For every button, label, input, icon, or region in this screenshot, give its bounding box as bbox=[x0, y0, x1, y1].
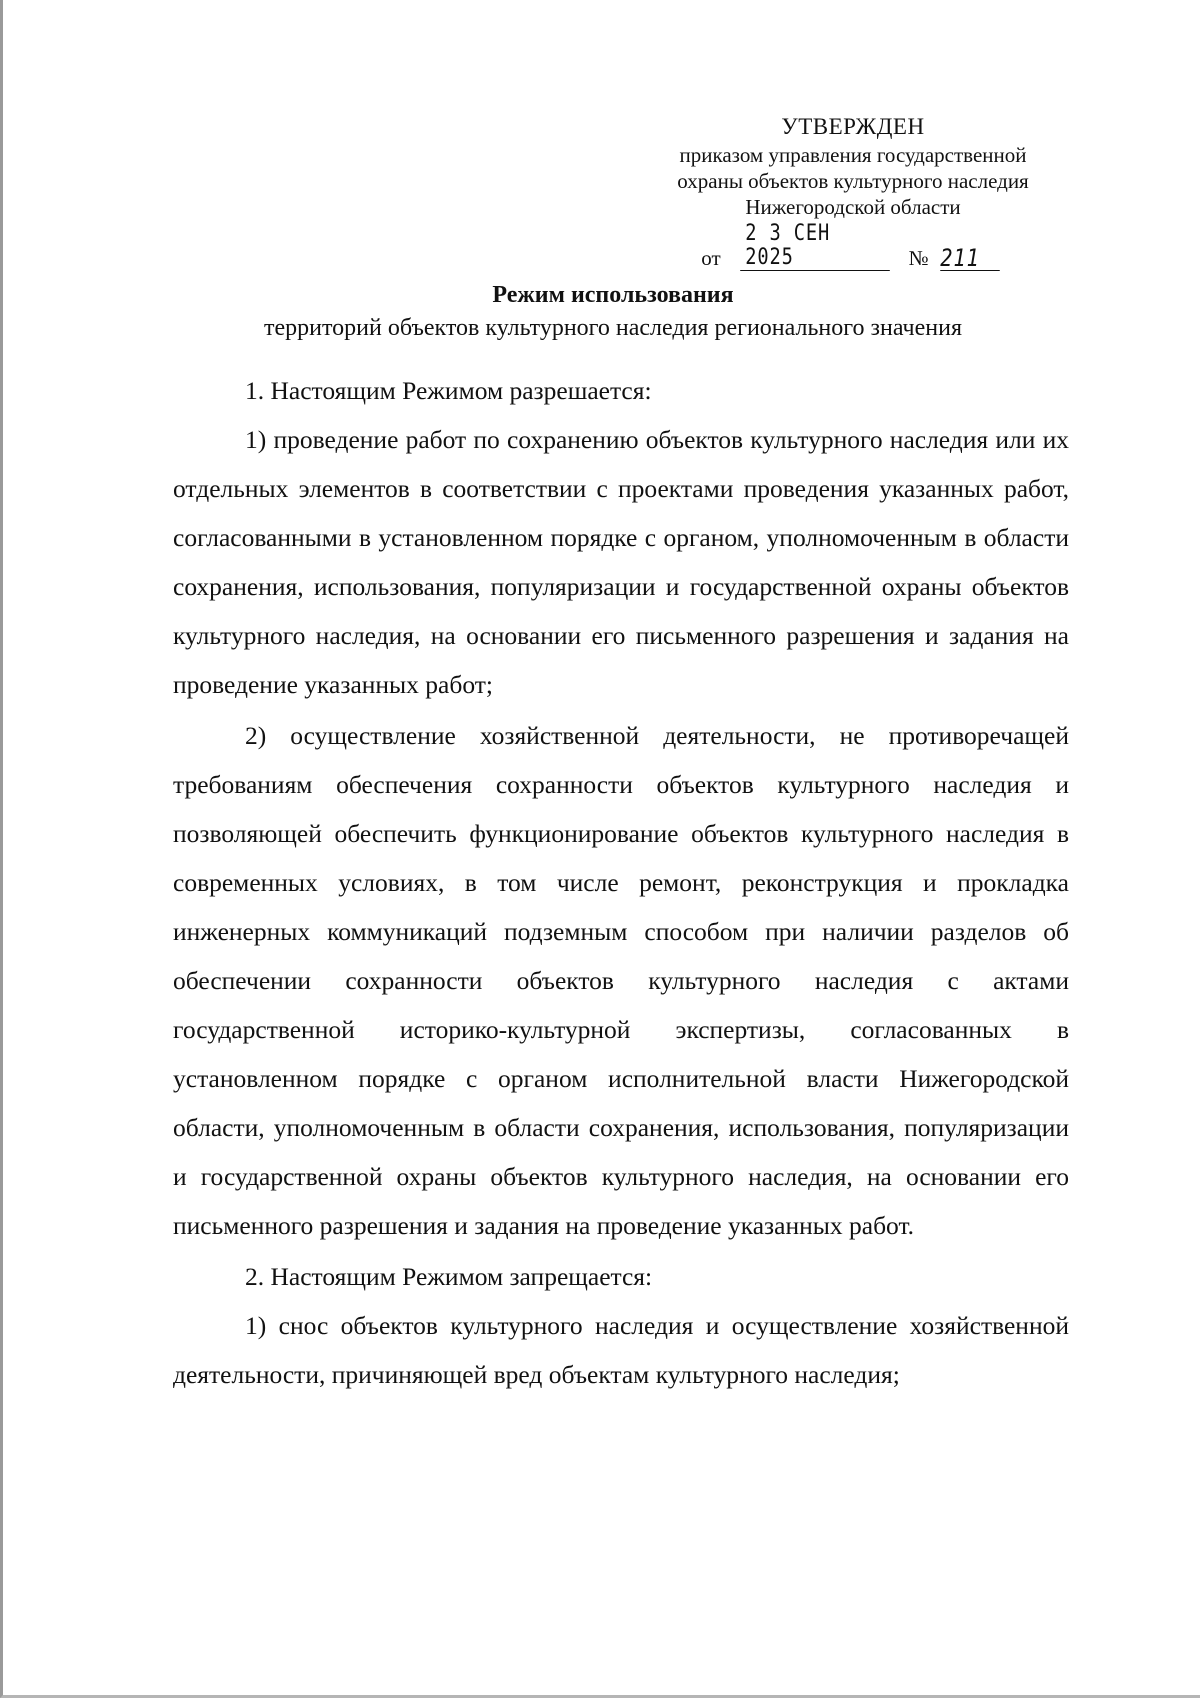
number-prefix: № bbox=[908, 246, 929, 270]
approval-date-line bbox=[633, 222, 1073, 271]
document-body bbox=[173, 366, 1069, 1401]
document-title: Режим использования bbox=[492, 282, 734, 308]
approval-line-3: Нижегородской области bbox=[745, 195, 961, 219]
approval-line-1: приказом управления государственной bbox=[679, 143, 1027, 167]
order-date: 2 3 СЕН 2025 bbox=[740, 222, 890, 271]
section-2-item-1: 1) снос объектов культурного наследия и осуществление хозяйственной деятельности, причиняющей вред объектам культурного наследия; bbox=[173, 1311, 1069, 1389]
section-2-heading: 2. Настоящим Режимом запрещается: bbox=[245, 1262, 653, 1291]
document-title-block bbox=[163, 278, 1063, 344]
date-prefix: от bbox=[701, 246, 721, 270]
approval-status: УТВЕРЖДЕН bbox=[781, 114, 925, 139]
approval-line-2: охраны объектов культурного наследия bbox=[677, 169, 1029, 193]
section-1-item-2: 2) осуществление хозяйственной деятельности, не противоречащей требованиям обеспечения сохранности объектов культурного наследия и позволяющей обеспечить функционирование объектов культурного наследия в современных условиях, в том числе ремонт, реконструкция и прокладка инженерных коммуникаций подземным способом при наличии разделов об обеспечении сохранности объектов культурного наследия с актами государственной историко-культурной экспертизы, согласованных в установленном порядке с органом исполнительной власти Нижегородской области, уполномоченным в области сохранения, использования, популяризации и государственной охраны объектов культурного наследия, на основании его письменного разрешения и задания на проведение указанных работ. bbox=[173, 721, 1069, 1240]
document-subtitle: территорий объектов культурного наследия регионального значения bbox=[264, 315, 962, 341]
section-1-heading: 1. Настоящим Режимом разрешается: bbox=[245, 376, 652, 405]
section-1-item-1: 1) проведение работ по сохранению объектов культурного наследия или их отдельных элементов в соответствии с проектами проведения указанных работ, согласованными в установленном порядке с органом, уполномоченным в области сохранения, использования, популяризации и государственной охраны объектов культурного наследия, на основании его письменного разрешения и задания на проведение указанных работ; bbox=[173, 425, 1069, 699]
approval-stamp-block bbox=[633, 112, 1073, 271]
order-number: 211 bbox=[940, 246, 1000, 271]
